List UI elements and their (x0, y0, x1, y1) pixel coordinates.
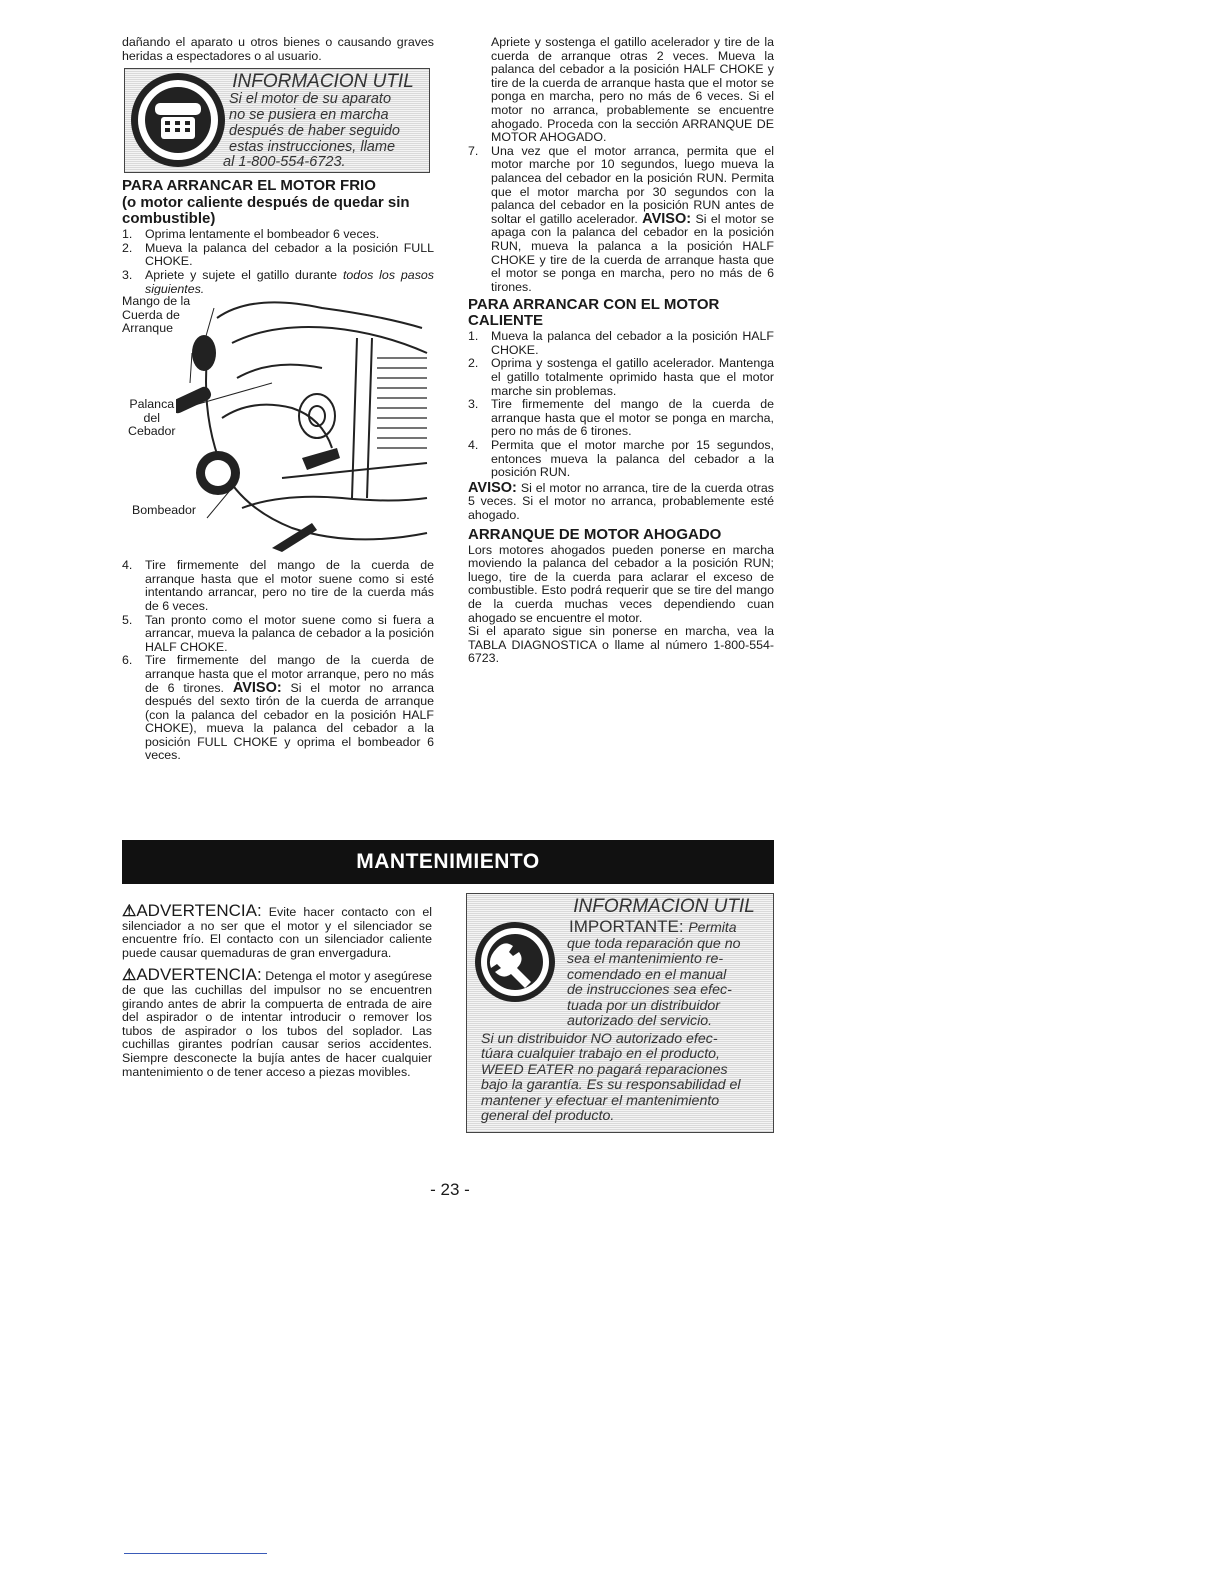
info-box-line: estas instrucciones, llame (229, 138, 396, 155)
info-box-line: no se pusiera en marcha (229, 106, 389, 123)
list-item: 4. Tire firmemente del mango de la cuerda de arranque hasta que el motor suene como si esté intentando arrancar, pero no tire de la cuerda más de 6 veces. (122, 558, 434, 613)
cold-start-steps-continued (122, 559, 434, 763)
info-box-repair (466, 893, 774, 1133)
info-box2-line: sea el mantenimiento re- (567, 951, 724, 968)
info-box2-line: general del producto. (481, 1108, 615, 1125)
info-box2-line: Si un distribuidor NO autorizado efec- (481, 1031, 718, 1047)
label-choke-lever: Palanca del Cebador (128, 397, 176, 438)
page-number: - 23 - (430, 1180, 470, 1199)
right-column (468, 36, 774, 666)
warnings (122, 901, 432, 1079)
warm-start-steps (468, 330, 774, 480)
info-box2-line: comendado en el manual (567, 966, 727, 983)
label-starter-handle: Mango de la Cuerda de Arranque (122, 294, 191, 335)
list-item: 3. Tire firmemente del mango de la cuerda de arranque hasta que el motor se ponga en marcha, pero no más de 6 tirones. (468, 397, 774, 439)
list-item: 1. Oprima lentamente el bombeador 6 veces. (122, 227, 380, 242)
intro-text: dañando el aparato u otros bienes o causando graves heridas a espectadores o al usuario. (122, 35, 434, 63)
left-column (122, 36, 434, 763)
section-title-maintenance: MANTENIMIENTO (122, 840, 774, 884)
list-item: 1. Mueva la palanca del cebador a la posición HALF CHOKE. (468, 329, 774, 357)
phone-icon (131, 73, 225, 167)
info-box-line: después de haber seguido (229, 122, 400, 139)
list-item: 7. Una vez que el motor arranca, permita que el motor marche por 10 segundos, luego mueva la palancea del cebador en la posición RUN. Permita que el motor marcha por 30 segundos con la palanca del cebador en la posición RUN antes de soltar el gatillo acelerador. AVISO: Si el motor se apaga con la palanca del cebador en la posición RUN, mueva la palanca a la posición HALF CHOKE y tire de la cuerda de arranque hasta que el motor se ponga en marcha, pero no más de 6 tirones. (468, 143, 775, 294)
cold-start-steps (122, 228, 434, 296)
info-box-line: Si el motor de su aparato (229, 91, 392, 108)
cont-text: Apriete y sostenga el gatillo acelerador y tire de la cuerda de arranque otras 2 veces. Mueva la palanca del cebador a la posición HALF CHOKE y tire de la cuerda de arranque hasta que el motor se ponga en marcha, pero no más de 6 veces. Si el motor no arranca, probablemente se encuentre ahogado. Proceda con la sección ARRANQUE DE MOTOR AHOGADO. (491, 35, 774, 145)
list-item: 5. Tan pronto como el motor suene como si fuera a arrancar, mueva la palanca de cebador a la posición HALF CHOKE. (122, 612, 434, 654)
heading-warm-start: PARA ARRANCAR CON EL MOTOR CALIENTE (468, 296, 720, 330)
info-box-line: al 1-800-554-6723. (223, 154, 346, 171)
list-item: 6. Tire firmemente del mango de la cuerda de arranque hasta que el motor arranque, pero no más de 6 tirones. AVISO: Si el motor no arranca después del sexto tirón de la cuerda de arranque (con la palanca del cebador en la posición HALF CHOKE), mueva la palanca del cebador a la posición FULL CHOKE y oprima el bombeador 6 veces. (122, 653, 434, 763)
info-box2-line: tuada por un distribuidor (567, 997, 721, 1014)
footer-rule (124, 1553, 267, 1554)
warning-1: ⚠ADVERTENCIA: Evite hacer contacto con el silenciador a no ser que el motor y el silenciador se encuentre frío. El contacto con un silenciador caliente puede causar quemaduras de gran envergadura. (122, 901, 432, 960)
heading-cold-start: PARA ARRANCAR EL MOTOR FRIO (122, 177, 376, 195)
heading-flooded: ARRANQUE DE MOTOR AHOGADO (468, 525, 722, 543)
label-primer-bulb: Bombeador (132, 503, 197, 518)
heading-cold-start-sub: (o motor caliente después de quedar sin combustible) (122, 194, 410, 228)
info-box-phone (124, 68, 430, 173)
flooded-text-2: Si el aparato sigue sin ponerse en marcha, vea la TABLA DIAGNOSTICA o llame al número 1-800-554-6723. (468, 624, 774, 666)
info-box2-line: que toda reparación que no (567, 936, 741, 952)
warning-icon: ⚠ (122, 967, 137, 985)
list-item: 2. Mueva la palanca del cebador a la posición FULL CHOKE. (122, 240, 434, 269)
info-box-title: INFORMACION UTIL (232, 71, 414, 93)
info-box2-title: INFORMACION UTIL (573, 896, 755, 917)
list-item: 2. Oprima y sostenga el gatillo acelerador. Mantenga el gatillo totalmente oprimido hasta que el motor marche sin problemas. (468, 356, 774, 398)
wrench-icon (475, 922, 555, 1002)
info-box2-line: túara cualquier trabajo en el producto, (481, 1046, 720, 1063)
aviso-paragraph: AVISO: Si el motor no arranca, tire de la cuerda otras 5 veces. Si el motor no arranca, probablemente esté ahogado. (468, 479, 774, 522)
warning-2: ⚠ADVERTENCIA: Detenga el motor y asegúrese de que las cuchillas del impulsor no se encuentren girando antes de abrir la compuerta de entrada de aire del aspirador o de intentar introducir o remover los tubos de aspirador o los tubos del soplador. Las cuchillas girantes podrían causar serios accidentes. Siempre desconecte la bujía antes de hacer cualquier mantenimiento o de tener acceso a piezas movibles. (122, 965, 432, 1079)
info-box2-line: bajo la garantía. Es su responsabilidad el (481, 1077, 741, 1094)
list-item: 3. Apriete y sujete el gatillo durante todos los pasos siguientes. (122, 267, 434, 296)
info-box2-line: mantener y efectuar el mantenimiento (481, 1092, 720, 1109)
step-7 (468, 145, 774, 295)
info-box2-subtitle: IMPORTANTE: Permita (569, 917, 737, 936)
info-box2-line: autorizado del servicio. (567, 1013, 713, 1030)
info-box2-line: de instrucciones sea efec- (567, 982, 732, 999)
warning-icon: ⚠ (122, 903, 137, 920)
blower-diagram (122, 294, 434, 553)
list-item: 4. Permita que el motor marche por 15 segundos, entonces mueva la palanca del cebador a la posición RUN. (468, 438, 774, 480)
info-box2-line: WEED EATER no pagará reparaciones (481, 1061, 728, 1078)
flooded-text: Lors motores ahogados pueden ponerse en marcha moviendo la palanca del cebador a la posición RUN; luego, tire de la cuerda para aclarar el exceso de combustible. Esto podrá requerir que se tire del mango de la cuerda muchas veces dependiendo cuan ahogado se encuentre el motor. (468, 542, 774, 625)
